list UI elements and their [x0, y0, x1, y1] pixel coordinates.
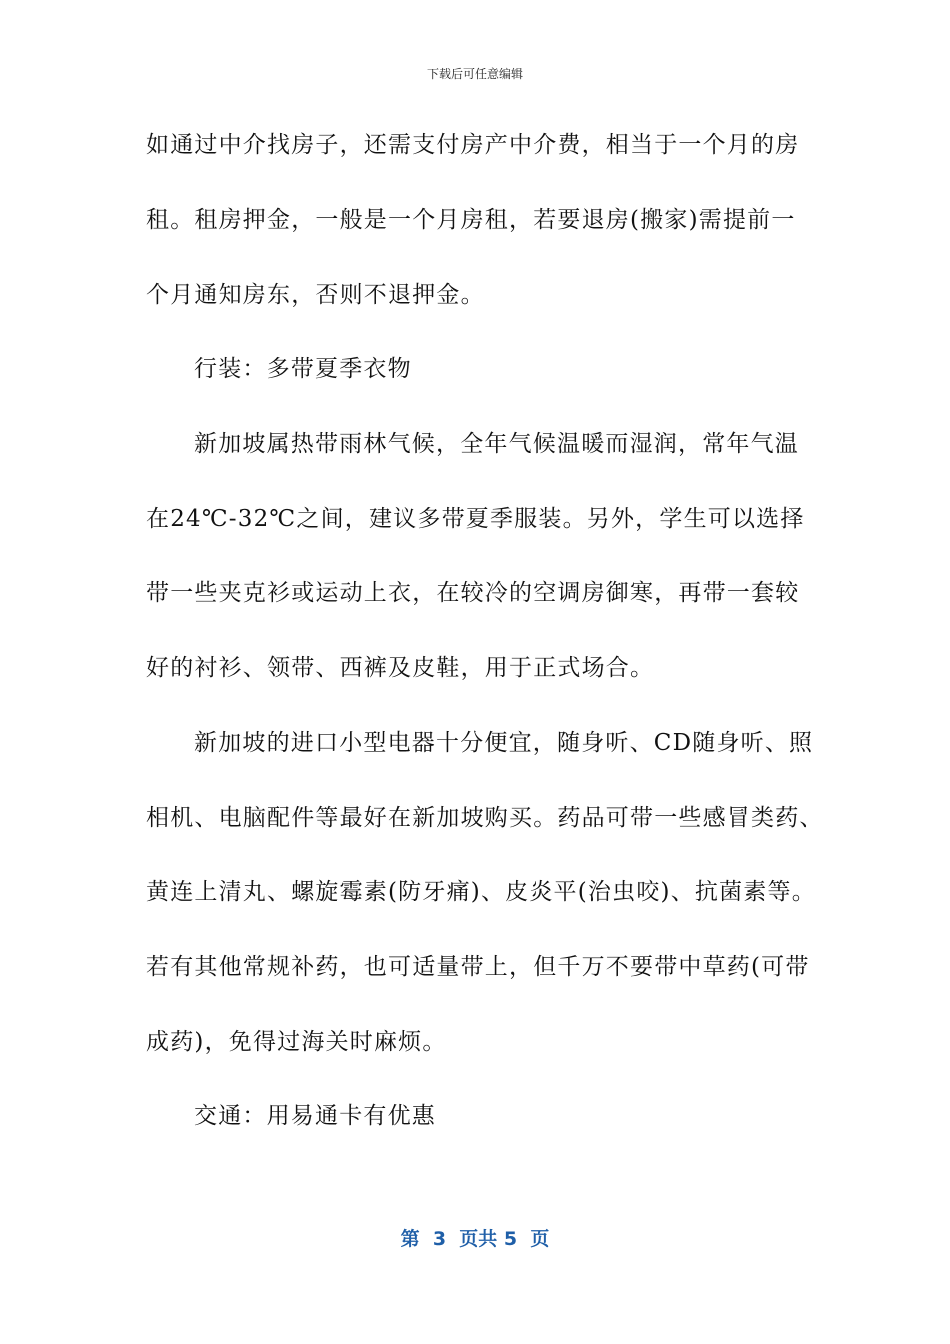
paragraph-line: 新加坡的进口小型电器十分便宜，随身听、CD随身听、照: [194, 730, 814, 756]
section-heading: 行装：多带夏季衣物: [194, 356, 412, 382]
paragraph-line: 在24℃-32℃之间，建议多带夏季服装。另外，学生可以选择: [146, 506, 805, 532]
paragraph-line: 个月通知房东，否则不退押金。: [146, 282, 485, 308]
paragraph-line: 若有其他常规补药，也可适量带上，但千万不要带中草药(可带: [146, 954, 810, 980]
page-number-footer: 第 3 页共 5 页: [400, 1228, 550, 1250]
paragraph-line: 带一些夹克衫或运动上衣，在较冷的空调房御寒，再带一套较: [146, 580, 800, 606]
page-header-note: 下载后可任意编辑: [426, 67, 523, 81]
paragraph-line: 新加坡属热带雨林气候，全年气候温暖而湿润，常年气温: [194, 431, 799, 457]
paragraph-line: 黄连上清丸、螺旋霉素(防牙痛)、皮炎平(治虫咬)、抗菌素等。: [146, 879, 816, 905]
section-heading: 交通：用易通卡有优惠: [194, 1103, 436, 1129]
paragraph-line: 好的衬衫、领带、西裤及皮鞋，用于正式场合。: [146, 655, 655, 681]
paragraph-line: 相机、电脑配件等最好在新加坡购买。药品可带一些感冒类药、: [146, 805, 824, 831]
paragraph-line: 租。租房押金，一般是一个月房租，若要退房(搬家)需提前一: [146, 207, 796, 233]
paragraph-line: 如通过中介找房子，还需支付房产中介费，相当于一个月的房: [146, 132, 800, 158]
paragraph-line: 成药)，免得过海关时麻烦。: [146, 1029, 447, 1055]
